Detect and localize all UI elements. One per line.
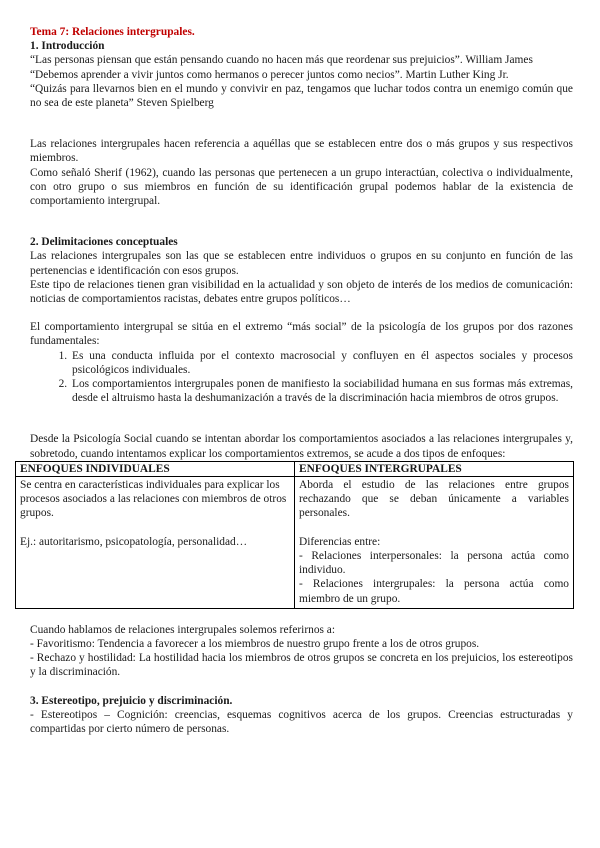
spacer bbox=[30, 306, 573, 320]
col-intergroup-header: ENFOQUES INTERGRUPALES bbox=[295, 461, 574, 476]
spacer bbox=[30, 110, 573, 124]
delim-paragraph: Este tipo de relaciones tienen gran visibilidad en la actualidad y son objeto de interés de los medios de comunicación: noticias de comportamientos racistas, debates entre grupos políticos… bbox=[30, 278, 573, 306]
intergroup-diff-item: - Relaciones intergrupales: la persona actúa como miembro de un grupo. bbox=[299, 578, 569, 605]
intro-paragraph: Como señaló Sherif (1962), cuando las personas que pertenecen a un grupo interactúan, colectiva o individualmente, con otro grupo o sus miembros en función de su identificación grupal podemos hablar de la existencia de comportamiento intergrupal. bbox=[30, 166, 573, 208]
individual-description: Se centra en características individuales para explicar los procesos asociados a las relaciones con miembros de otros grupos. bbox=[20, 479, 287, 520]
table-header-row bbox=[16, 461, 574, 476]
after-table-intro: Cuando hablamos de relaciones intergrupales solemos referirnos a: bbox=[30, 623, 336, 636]
delim-paragraph: Las relaciones intergrupales son las que se establecen entre individuos o grupos en su conjunto en función de las pertenencias e identificación con esos grupos. bbox=[30, 250, 573, 277]
spacer bbox=[30, 609, 573, 623]
after-table-item: - Rechazo y hostilidad: La hostilidad hacia los miembros de otros grupos se concreta en los prejuicios, los estereotipos y la discriminación. bbox=[30, 652, 573, 679]
table-cell-individual bbox=[16, 477, 295, 609]
spacer bbox=[30, 208, 573, 222]
section-3-paragraph: - Estereotipos – Cognición: creencias, esquemas cognitivos acerca de los grupos. Creencias estructuradas y compartidas por cierto número de personas. bbox=[30, 708, 573, 735]
intergroup-diff-item: - Relaciones interpersonales: la persona actúa como individuo. bbox=[299, 549, 569, 577]
spacer bbox=[30, 680, 573, 694]
section-1-heading: 1. Introducción bbox=[30, 40, 105, 53]
spacer bbox=[30, 405, 573, 419]
col-individual-header: ENFOQUES INDIVIDUALES bbox=[16, 461, 295, 476]
section-2-heading: 2. Delimitaciones conceptuales bbox=[30, 236, 178, 249]
intergroup-description: Aborda el estudio de las relaciones entre grupos rechazando que se deban únicamente a variables personales. bbox=[299, 479, 569, 520]
list-item: 1. Es una conducta influida por el contexto macrosocial y confluyen en él aspectos sociales y procesos psicológicos individuales. bbox=[70, 349, 573, 377]
intergroup-diff-label: Diferencias entre: bbox=[299, 535, 381, 548]
spacer bbox=[30, 419, 573, 432]
document-title: Tema 7: Relaciones intergrupales. bbox=[30, 26, 195, 38]
table-row bbox=[16, 477, 574, 609]
spacer bbox=[30, 124, 573, 137]
quote-william-james: “Las personas piensan que están pensando cuando no hacen más que reordenar sus prejuicios”. William James bbox=[30, 54, 533, 67]
intro-paragraph: Las relaciones intergrupales hacen referencia a aquéllas que se establecen entre dos o más grupos y sus respectivos miembros. bbox=[30, 138, 573, 165]
approaches-table bbox=[15, 461, 574, 609]
reasons-list bbox=[30, 349, 573, 406]
section-3-heading: 3. Estereotipo, prejuicio y discriminación. bbox=[30, 694, 233, 707]
after-table-item: - Favoritismo: Tendencia a favorecer a los miembros de nuestro grupo frente a los de otros grupos. bbox=[30, 637, 480, 650]
quote-martin-luther-king: “Debemos aprender a vivir juntos como hermanos o perecer juntos como necios”. Martin Luther King Jr. bbox=[30, 68, 509, 81]
document-page bbox=[20, 25, 573, 736]
individual-example: Ej.: autoritarismo, psicopatología, personalidad… bbox=[20, 535, 248, 548]
list-item: 2. Los comportamientos intergrupales ponen de manifiesto la sociabilidad humana en sus formas más extremas, desde el altruismo hasta la deshumanización a través de la discriminación hacia miembros de otros grupos. bbox=[70, 377, 573, 405]
delim-paragraph: El comportamiento intergrupal se sitúa en el extremo “más social” de la psicología de los grupos por dos razones fundamentales: bbox=[30, 321, 573, 348]
table-cell-intergroup bbox=[295, 477, 574, 609]
spacer bbox=[30, 222, 573, 235]
delim-paragraph: Desde la Psicología Social cuando se intentan abordar los comportamientos asociados a las relaciones intergrupales y, sobretodo, cuando intentamos explicar los comportamientos extremos, se acude a dos tipos de enfoques: bbox=[30, 433, 573, 460]
quote-steven-spielberg: “Quizás para llevarnos bien en el mundo y convivir en paz, tengamos que luchar todos contra un enemigo común que no sea de este planeta” Steven Spielberg bbox=[30, 82, 573, 110]
